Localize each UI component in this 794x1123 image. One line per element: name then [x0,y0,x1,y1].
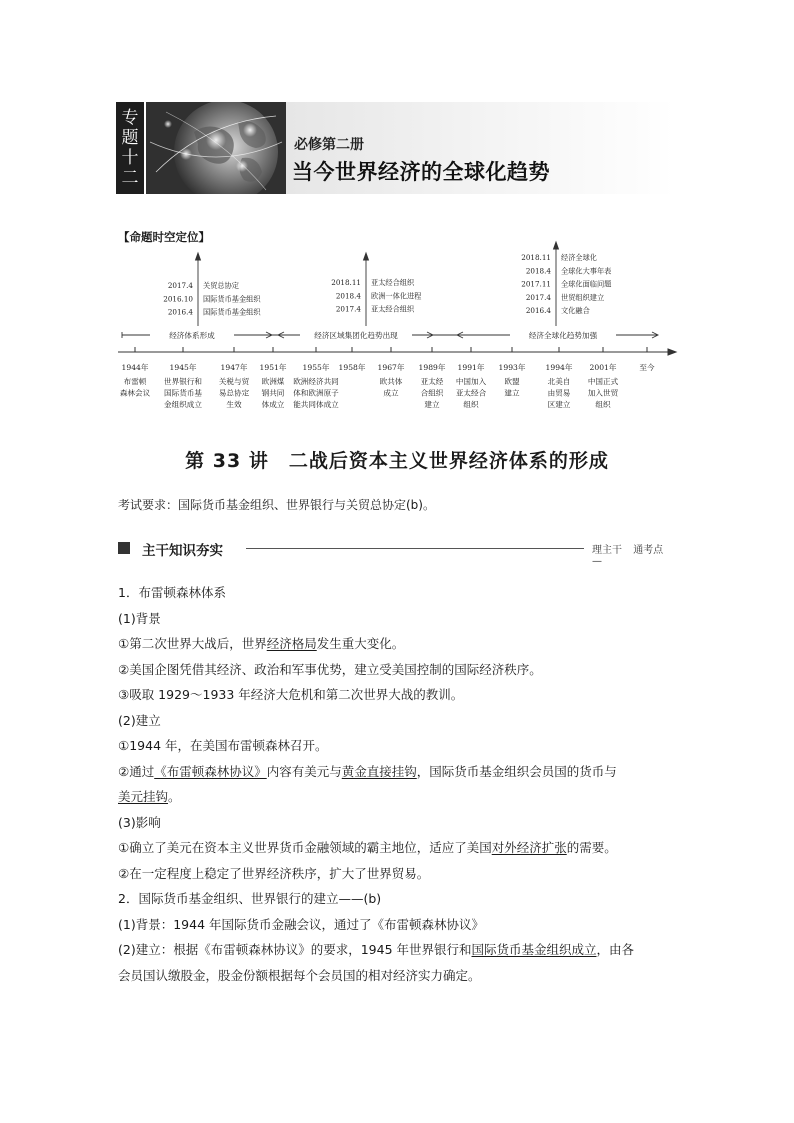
event-label: 亚太经 [420,377,444,386]
phase-label: 经济全球化趋势加强 [528,331,598,340]
subheading: (3)影响 [118,814,161,830]
year-label: 1958年 [338,363,366,372]
paragraph: ②美国企图凭借其经济、政治和军事优势，建立受美国控制的国际经济秩序。 [118,661,542,677]
note-label: 全球化大事年表 [561,266,612,276]
event-label: 欧洲经济共同 [293,377,339,386]
event-label: 森林会议 [119,388,151,398]
event-label: 成立 [383,388,399,398]
note-label: 世贸组织建立 [561,292,605,302]
paragraph: ③吸取 1929～1933 年经济大危机和第二次世界大战的教训。 [118,687,464,702]
event-label: 能共同体成立 [293,400,339,409]
paragraph: 美元挂钩。 [118,789,181,804]
year-label: 1955年 [302,363,330,372]
year-label: 1945年 [169,363,197,372]
paragraph: ①第二次世界大战后，世界经济格局发生重大变化。 [118,636,405,651]
event-label: 由贸易 [547,388,571,398]
exam-requirement: 考试要求：国际货币基金组织、世界银行与关贸总协定(b)。 [118,498,435,512]
year-label: 1993年 [498,363,526,372]
section-header [118,540,678,567]
note-date: 2018.11 [521,253,551,262]
event-label: 关税与贸 [218,377,250,386]
event-label: 加入世贸 [587,388,619,398]
paragraph: 会员国认缴股金，股金份额根据每个会员国的相对经济实力确定。 [118,967,481,983]
paragraph: ①1944 年，在美国布雷顿森林召开。 [118,738,328,753]
year-label: 1991年 [457,363,485,372]
note-date: 2016.10 [163,294,193,304]
subheading: (2)建立 [118,712,161,728]
topic-char: 十 [121,148,139,168]
event-label: 建立 [424,400,440,409]
phase-label: 经济区域集团化趋势出现 [314,331,398,340]
body-content [118,580,686,988]
event-label: 欧共体 [379,377,403,386]
event-label: 布雷顿 [123,377,147,386]
event-label: 组织 [463,400,479,409]
event-label: 欧盟 [504,377,520,386]
note-date: 2017.4 [525,292,551,302]
phase-labels [150,328,616,341]
event-label: 国际货币基 [164,388,202,398]
note-date: 2016.4 [167,307,193,317]
topic-char: 题 [121,128,139,148]
divider [246,548,584,549]
subheading: (1)背景 [118,610,161,626]
event-label: 亚太经合 [455,388,487,398]
section-title: 主干知识夯实 [142,543,223,559]
phase-label: 经济体系形成 [169,331,215,340]
timeline-diagram [0,0,794,430]
event-label: 中国正式 [587,377,619,386]
note-date: 2018.4 [525,266,551,276]
note-date: 2017.4 [335,304,361,314]
topic-char: 专 [121,108,139,128]
heading-1: 1．布雷顿森林体系 [118,585,226,600]
note-label: 文化融合 [561,306,590,316]
event-label: 生效 [226,400,242,409]
timeline-notes [163,253,611,317]
year-label: 1967年 [377,363,405,372]
heading-2: 2．国际货币基金组织、世界银行的建立——(b) [118,891,382,906]
event-label: 世界银行和 [164,377,202,386]
note-date: 2018.11 [331,278,361,287]
event-label: 体成立 [261,400,285,409]
topic-title: 当今世界经济的全球化趋势 [292,160,550,184]
paragraph: ②在一定程度上稳定了世界经济秩序，扩大了世界贸易。 [118,865,430,881]
note-label: 亚太经合组织 [371,278,415,287]
event-label: 区建立 [547,400,571,409]
note-date: 2017.11 [521,279,551,289]
event-label: 北美自 [547,377,571,386]
event-label: 易总协定 [218,388,250,398]
section-tag: 通考点 [633,545,664,556]
note-label: 国际货币基金组织 [203,294,261,304]
event-label: 金组织成立 [164,400,202,409]
paragraph: ②通过《布雷顿森林协议》内容有美元与黄金直接挂钩，国际货币基金组织会员国的货币与 [118,763,617,779]
volume-label: 必修第二册 [294,137,364,153]
event-label: 建立 [504,388,520,398]
section-square-icon [118,542,130,554]
year-label: 1989年 [418,363,446,372]
event-label: 体和欧洲原子 [293,388,339,398]
year-label: 1951年 [259,363,287,372]
section-tag: 理主干 [592,545,622,556]
note-label: 全球化面临问题 [561,279,612,289]
section-tag: — [592,556,602,567]
paragraph: ①确立了美元在资本主义世界货币金融领域的霸主地位，适应了美国对外经济扩张的需要。 [118,840,617,855]
year-label: 至今 [639,363,655,372]
paragraph: (1)背景：1944 年国际货币金融会议，通过了《布雷顿森林协议》 [118,916,484,932]
note-label: 经济全球化 [561,253,597,262]
paragraph: (2)建立：根据《布雷顿森林协议》的要求，1945 年世界银行和国际货币基金组织成立，由各 [118,942,635,957]
event-label: 欧洲煤 [261,377,285,386]
note-label: 欧洲一体化进程 [371,291,422,301]
note-date: 2018.4 [335,291,361,301]
timeline-label: 【命题时空定位】 [118,230,210,244]
event-label: 中国加入 [455,377,487,386]
note-label: 国际货币基金组织 [203,307,261,317]
lecture-title: 第 33 讲 二战后资本主义世界经济体系的形成 [185,450,609,472]
timeline-axis [118,349,676,355]
year-label: 1994年 [545,363,573,372]
year-label: 2001年 [589,363,617,372]
section-tags [592,541,678,567]
topic-char: 二 [121,168,139,188]
year-label: 1944年 [121,363,149,372]
note-label: 关贸总协定 [203,281,239,290]
note-date: 2016.4 [525,306,551,316]
year-ticks [120,347,655,409]
event-label: 组织 [595,400,611,409]
note-date: 2017.4 [167,281,193,290]
event-label: 钢共同 [261,388,285,398]
note-label: 亚太经合组织 [371,304,415,314]
year-label: 1947年 [220,363,248,372]
event-label: 合组织 [420,388,444,398]
